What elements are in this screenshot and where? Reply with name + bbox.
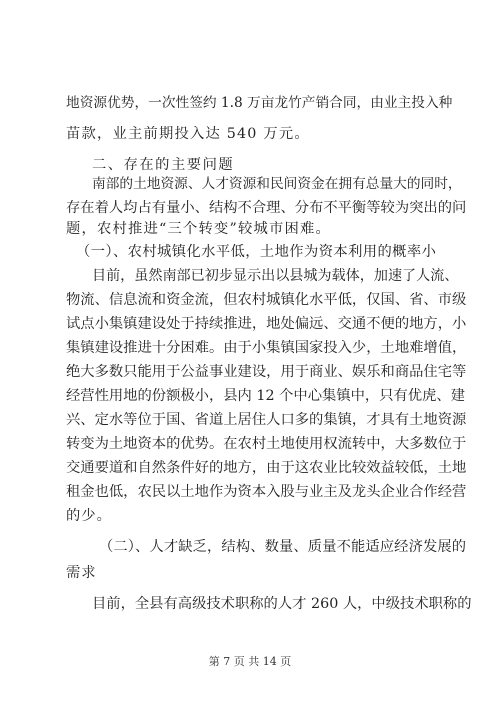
- body-text-line: 集镇建设推进十分困难。由于小集镇国家投入少，土地难增值，: [66, 340, 467, 356]
- body-text-line: 试点小集镇建设处于持续推进，地处偏远、交通不便的地方，小: [66, 316, 467, 332]
- body-text-line: 绝大多数只能用于公益事业建设，用于商业、娱乐和商品住宅等: [66, 364, 467, 380]
- body-text-line: 物流、信息流和资金流，但农村城镇化水平低，仅国、省、市级: [66, 292, 467, 308]
- page-footer: 第 7 页 共 14 页: [208, 655, 292, 668]
- body-text-line: 存在着人均占有量小、结构不合理、分布不平衡等较为突出的问: [66, 200, 467, 216]
- body-text-line: 租金也低，农民以土地作为资本入股与业主及龙头企业合作经营: [66, 484, 467, 500]
- body-text-line: 南部的土地资源、人才资源和民间资金在拥有总量大的同时，: [92, 176, 462, 192]
- subsection-heading: （二）、人才缺乏，结构、数量、质量不能适应经济发展的: [99, 539, 467, 555]
- body-text-line: 苗款，业主前期投入达 540 万元。: [66, 126, 310, 142]
- body-text-line: 转变为土地资本的优势。在农村土地使用权流转中，大多数位于: [66, 436, 467, 452]
- subsection-heading-continued: 需求: [66, 565, 97, 581]
- section-heading: 二、存在的主要问题: [92, 157, 235, 173]
- body-text-line: 目前，虽然南部已初步显示出以县城为载体，加速了人流、: [92, 268, 459, 284]
- body-text-line: 交通要道和自然条件好的地方，由于这农业比较效益较低，土地: [66, 460, 467, 476]
- body-text-line: 经营性用地的份额极小，县内 12 个中心集镇中，只有优虎、建: [66, 388, 465, 404]
- body-text-line: 地资源优势，一次性签约 1.8 万亩龙竹产销合同，由业主投入种: [66, 95, 453, 111]
- body-text-line: 的少。: [66, 508, 112, 524]
- subsection-heading: （一）、农村城镇化水平低，土地作为资本利用的概率小: [76, 244, 437, 260]
- body-text-line: 题，农村推进“三个转变”较城市困难。: [66, 221, 331, 237]
- body-text-line: 兴、定水等位于国、省道上居住人口多的集镇，才具有土地资源: [66, 412, 467, 428]
- body-text-line: 目前，全县有高级技术职称的人才 260 人，中级技术职称的: [92, 596, 472, 612]
